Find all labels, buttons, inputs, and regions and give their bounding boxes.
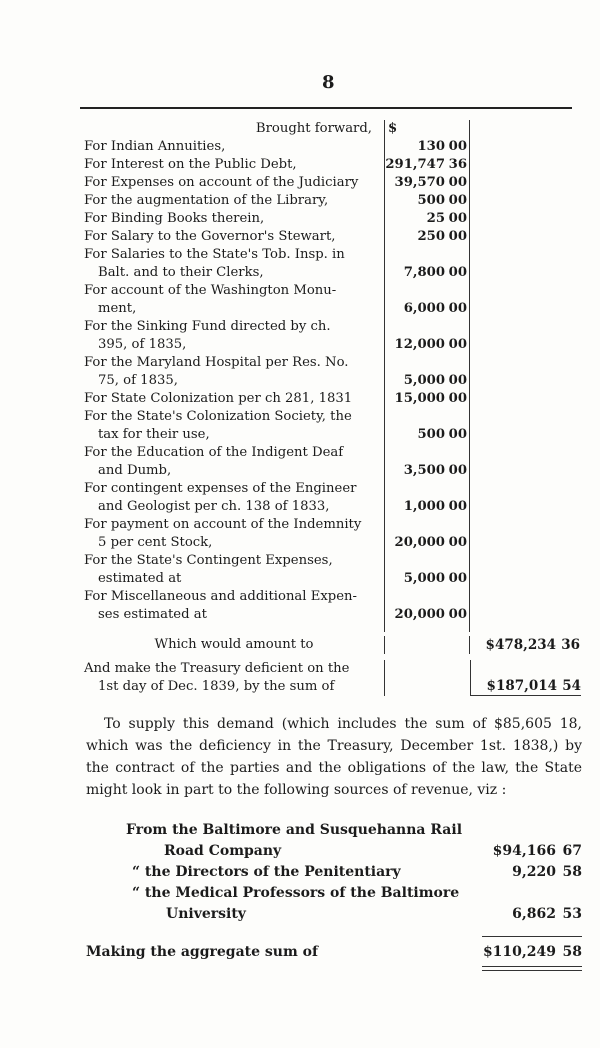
ledger-item-description	[84, 444, 384, 480]
ledger-item-amount	[384, 282, 470, 318]
ledger-row	[84, 390, 584, 408]
total-row	[84, 636, 584, 654]
ledger-item-amount	[384, 156, 470, 174]
ledger-row	[84, 354, 584, 390]
ledger-item-line: For Indian Annuities,	[84, 139, 226, 154]
ledger-item-description	[84, 480, 384, 516]
amount-cents: 00	[448, 463, 467, 478]
ledger-row	[84, 192, 584, 210]
ledger-item-line: ment,	[98, 301, 137, 316]
amount-cents: 00	[448, 427, 467, 442]
source-cents	[556, 883, 582, 904]
ledger-row	[84, 156, 584, 174]
ledger-item-amount	[384, 408, 470, 444]
page-number: 8	[322, 72, 335, 93]
amount-cents: 00	[448, 175, 467, 190]
revenue-sources	[86, 820, 582, 925]
source-cents: 58	[562, 864, 582, 880]
amount-dollars: 5,000	[403, 373, 445, 388]
deficit-blank-column	[384, 660, 470, 696]
amount-dollars: 250	[417, 229, 445, 244]
source-item	[86, 883, 582, 904]
brought-forward-label: Brought forward,	[255, 121, 372, 136]
ledger-row	[84, 246, 584, 282]
amount-cents: 00	[448, 301, 467, 316]
ledger-item-line: For the augmentation of the Library,	[84, 193, 329, 208]
amount-dollars: 3,500	[403, 463, 445, 478]
spacer-amt	[384, 624, 470, 632]
aggregate-dollars: $110,249	[482, 944, 556, 960]
deficit-cents: 54	[562, 678, 581, 694]
source-cents: 53	[562, 906, 582, 922]
source-dollars: $94,166	[492, 843, 556, 859]
dollar-sign: $	[384, 120, 470, 138]
ledger-item-description	[84, 516, 384, 552]
amount-cents: 36	[448, 157, 467, 172]
ledger-item-line: For the State's Contingent Expenses,	[84, 553, 333, 568]
amount-dollars: 6,000	[403, 301, 445, 316]
amount-cents: 00	[448, 391, 467, 406]
total-label: Which would amount to	[154, 637, 314, 652]
ledger-item-line: 5 per cent Stock,	[98, 535, 213, 550]
ledger-row	[84, 174, 584, 192]
brought-forward-row	[84, 120, 584, 138]
amount-dollars: 5,000	[403, 571, 445, 586]
source-item-amount	[472, 862, 582, 883]
total-cents: 36	[561, 637, 580, 653]
ledger-item-amount	[384, 138, 470, 156]
source-dollars: 6,862	[512, 906, 556, 922]
amount-dollars: 500	[417, 427, 445, 442]
ledger-item-description	[84, 174, 384, 192]
ledger-item-amount	[384, 390, 470, 408]
source-item-text: University	[166, 906, 246, 922]
ledger-item-description	[84, 282, 384, 318]
ledger-item-amount	[384, 210, 470, 228]
amount-dollars: 500	[417, 193, 445, 208]
ledger-item-description	[84, 246, 384, 282]
source-item-text: “ the Directors of the Penitentiary	[132, 864, 401, 880]
ledger-item-line: For Miscellaneous and additional Expen-	[84, 589, 357, 604]
ledger-item-amount	[384, 588, 470, 624]
ledger-item-line: For the State's Colonization Society, the	[84, 409, 352, 424]
deficit-dollars: $187,014	[486, 678, 557, 694]
ledger-item-line: tax for their use,	[98, 427, 210, 442]
ledger-item-line: For Salaries to the State's Tob. Insp. in	[84, 247, 345, 262]
source-item-amount	[472, 883, 582, 904]
ledger-item-line: 75, of 1835,	[98, 373, 178, 388]
amount-cents: 00	[448, 211, 467, 226]
source-item-amount	[472, 904, 582, 925]
deficit-line: 1st day of Dec. 1839, by the sum of	[98, 679, 335, 694]
ledger-item-description	[84, 318, 384, 354]
total-dollars: $478,234	[485, 637, 556, 653]
aggregate-cents: 58	[562, 944, 582, 960]
ledger-row	[84, 210, 584, 228]
deficit-row	[84, 660, 584, 696]
aggregate-rule	[482, 936, 582, 937]
amount-dollars: 130	[417, 139, 445, 154]
amount-cents: 00	[448, 373, 467, 388]
amount-cents: 00	[448, 193, 467, 208]
source-item	[86, 904, 582, 925]
ledger-item-line: For Binding Books therein,	[84, 211, 265, 226]
ledger-item-amount	[384, 480, 470, 516]
ledger-item-line: Balt. and to their Clerks,	[98, 265, 264, 280]
ledger-item-line: For account of the Washington Monu-	[84, 283, 337, 298]
amount-dollars: 291,747	[385, 157, 445, 172]
ledger-item-line: ses estimated at	[98, 607, 207, 622]
sources-intro	[86, 820, 582, 841]
source-item-text: “ the Medical Professors of the Baltimore	[132, 885, 460, 901]
ledger-item-line: For Interest on the Public Debt,	[84, 157, 297, 172]
deficit-description	[84, 660, 384, 696]
ledger-item-description	[84, 354, 384, 390]
ledger-item-amount	[384, 516, 470, 552]
ledger-item-line: and Geologist per ch. 138 of 1833,	[98, 499, 330, 514]
aggregate-label: Making the aggregate sum of	[86, 944, 319, 960]
amount-cents: 00	[448, 535, 467, 550]
ledger-item-description	[84, 552, 384, 588]
ledger-item-amount	[384, 552, 470, 588]
amount-cents: 00	[448, 337, 467, 352]
aggregate-amount	[472, 944, 582, 960]
amount-dollars: 1,000	[403, 499, 445, 514]
amount-cents: 00	[448, 571, 467, 586]
aggregate-row	[86, 944, 582, 960]
ledger-item-line: estimated at	[98, 571, 182, 586]
ledger-item-description	[84, 390, 384, 408]
amount-cents: 00	[448, 499, 467, 514]
ledger-item-amount	[384, 192, 470, 210]
spacer-desc	[84, 624, 384, 632]
ledger-row	[84, 282, 584, 318]
ledger-item-amount	[384, 354, 470, 390]
source-item-amount	[472, 841, 582, 862]
supply-paragraph	[86, 713, 582, 801]
ledger-item-description	[84, 408, 384, 444]
ledger-item-description	[84, 228, 384, 246]
source-cents: 67	[562, 843, 582, 859]
ledger-item-amount	[384, 246, 470, 282]
amount-cents: 00	[448, 265, 467, 280]
ledger-row	[84, 552, 584, 588]
ledger-item-line: For Expenses on account of the Judiciary	[84, 175, 359, 190]
appropriations-ledger	[84, 120, 584, 696]
amount-dollars: 20,000	[394, 535, 445, 550]
ledger-item-amount	[384, 228, 470, 246]
ledger-item-line: For State Colonization per ch 281, 1831	[84, 391, 353, 406]
ledger-item-description	[84, 192, 384, 210]
sources-intro-text: From the Baltimore and Susquehanna Rail	[126, 822, 463, 838]
ledger-item-description	[84, 210, 384, 228]
ledger-row	[84, 318, 584, 354]
ledger-row	[84, 138, 584, 156]
ledger-item-line: For contingent expenses of the Engineer	[84, 481, 357, 496]
paragraph-text: To supply this demand (which includes the sum of $85,605 18, which was the deficiency in the Treasury, December 1st. 1838,) by the contract of the parties and the obligations of the law, the State might look in part to the following sources of revenue, viz :	[86, 716, 582, 798]
ledger-item-line: For the Maryland Hospital per Res. No.	[84, 355, 349, 370]
aggregate-double-rule	[482, 966, 582, 971]
source-dollars: 9,220	[512, 864, 556, 880]
amount-cents: 00	[448, 607, 467, 622]
source-item-text: Road Company	[164, 843, 282, 859]
column-end-spacer	[84, 624, 584, 632]
ledger-item-description	[84, 156, 384, 174]
top-rule	[80, 107, 572, 109]
ledger-row	[84, 408, 584, 444]
ledger-row	[84, 480, 584, 516]
ledger-row	[84, 588, 584, 624]
amount-dollars: 7,800	[403, 265, 445, 280]
ledger-item-description	[84, 138, 384, 156]
source-item	[86, 862, 582, 883]
ledger-row	[84, 516, 584, 552]
amount-dollars: 20,000	[394, 607, 445, 622]
ledger-row	[84, 228, 584, 246]
amount-dollars: 25	[426, 211, 445, 226]
amount-cents: 00	[448, 229, 467, 244]
ledger-item-line: For payment on account of the Indemnity	[84, 517, 362, 532]
ledger-item-line: For Salary to the Governor's Stewart,	[84, 229, 336, 244]
ledger-row	[84, 444, 584, 480]
ledger-item-line: 395, of 1835,	[98, 337, 187, 352]
ledger-item-line: For the Education of the Indigent Deaf	[84, 445, 344, 460]
ledger-item-amount	[384, 318, 470, 354]
total-blank-column	[384, 636, 470, 654]
amount-dollars: 12,000	[394, 337, 445, 352]
source-item	[86, 841, 582, 862]
deficit-line: And make the Treasury deficient on the	[84, 661, 350, 676]
amount-cents: 00	[448, 139, 467, 154]
ledger-item-line: For the Sinking Fund directed by ch.	[84, 319, 331, 334]
ledger-item-amount	[384, 444, 470, 480]
ledger-item-description	[84, 588, 384, 624]
deficit-amount	[470, 660, 581, 696]
ledger-item-amount	[384, 174, 470, 192]
total-amount	[470, 636, 580, 654]
ledger-item-line: and Dumb,	[98, 463, 172, 478]
amount-dollars: 15,000	[394, 391, 445, 406]
amount-dollars: 39,570	[394, 175, 445, 190]
